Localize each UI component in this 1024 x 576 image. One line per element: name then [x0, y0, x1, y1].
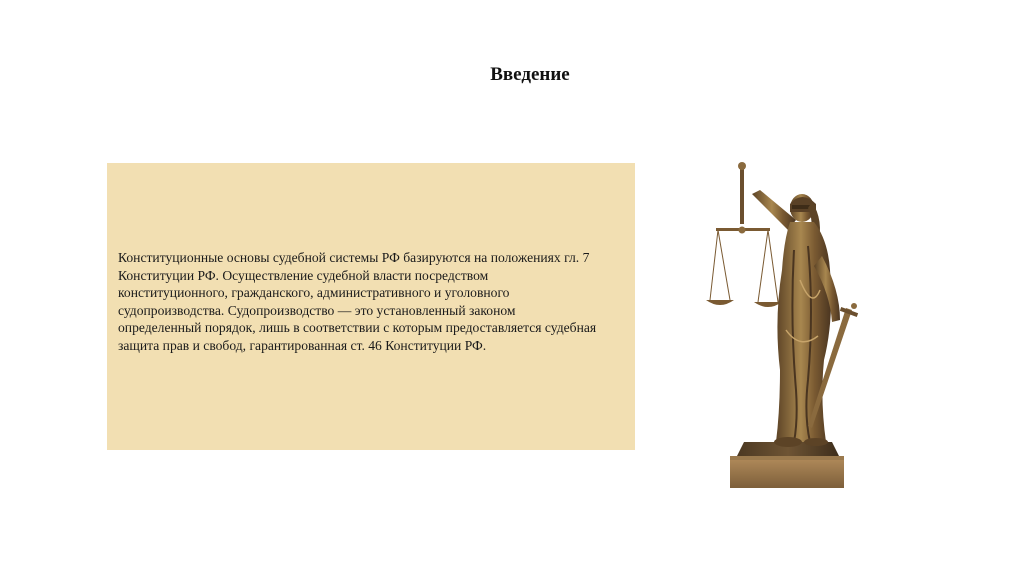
text-box [107, 163, 635, 450]
statue-base [730, 458, 844, 488]
body-text: Конституционные основы судебной системы РФ базируются на положениях гл. 7 Конституции РФ. Осуществление судебной власти посредством конституционного, гражданского, административного и уголовного судопроизводства. Судопроизводство — это установленный законом определенный порядок, лишь в соответствии с которым предоставляется судебная защита прав и свобод, гарантированная ст. 46 Конституции РФ. [118, 250, 597, 353]
statue-of-justice-icon [700, 160, 870, 495]
slide-title: Введение [490, 64, 570, 85]
